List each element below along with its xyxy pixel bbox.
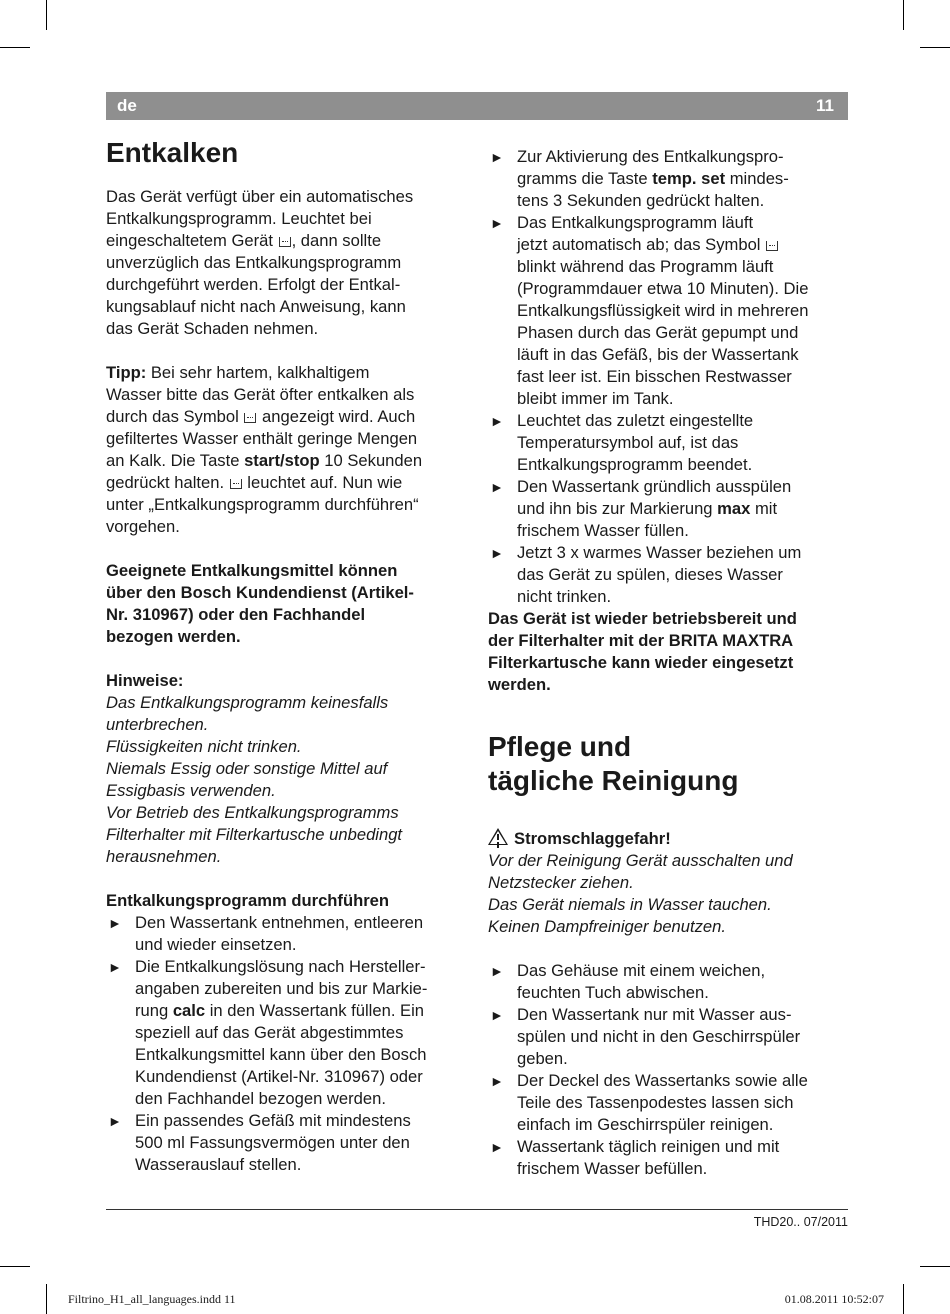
text-line: (Programmdauer etwa 10 Minuten). Die [517, 279, 809, 298]
title-line: Pflege und [488, 731, 632, 762]
text-line: Entkalkungsflüssigkeit wird in mehreren [517, 301, 809, 320]
text-line: Wassertank täglich reinigen und mit [517, 1137, 780, 1156]
bullet-arrow-icon: ► [490, 479, 504, 495]
text-line: frischem Wasser füllen. [517, 521, 689, 540]
care-item [488, 960, 853, 1004]
text-line [106, 450, 471, 472]
crop-mark [46, 1284, 47, 1314]
bullet-arrow-icon: ► [108, 959, 122, 975]
crop-mark [0, 47, 30, 48]
left-column [106, 132, 471, 1176]
text-span: jetzt automatisch ab; das Symbol [517, 235, 766, 254]
text-line [106, 472, 471, 494]
bullet-arrow-icon: ► [490, 413, 504, 429]
text-line: kungsablauf nicht nach Anweisung, kann [106, 297, 406, 316]
warning-label: Stromschlaggefahr! [514, 829, 671, 848]
text-line: Zur Aktivierung des Entkalkungspro- [517, 147, 784, 166]
step-item [106, 956, 471, 1110]
text-line: das Gerät zu spülen, dieses Wasser [517, 565, 783, 584]
text-line: Entkalkungsmittel kann über den Bosch [135, 1045, 427, 1064]
text-line: tens 3 Sekunden gedrückt halten. [517, 191, 765, 210]
text-line: speziell auf das Gerät abgestimmtes [135, 1023, 404, 1042]
note-line: Niemals Essig oder sonstige Mittel auf [106, 759, 388, 778]
header-bar [106, 92, 848, 120]
marking-calc: calc [172, 1001, 206, 1020]
text-line: über den Bosch Kundendienst (Artikel- [106, 583, 414, 602]
crop-mark [0, 1266, 30, 1267]
text-line [517, 498, 853, 520]
crop-mark [903, 0, 904, 30]
care-item [488, 1136, 853, 1180]
care-item [488, 1070, 853, 1136]
text-line [517, 168, 853, 190]
text-line: den Fachhandel bezogen werden. [135, 1089, 386, 1108]
step-item [106, 1110, 471, 1176]
text-line: der Filterhalter mit der BRITA MAXTRA [488, 631, 794, 650]
descale-symbol-icon [766, 241, 778, 251]
text-line [106, 362, 471, 384]
text-line: Kundendienst (Artikel-Nr. 310967) oder [135, 1067, 423, 1086]
text-line: Teile des Tassenpodestes lassen sich [517, 1093, 794, 1112]
key-temp-set: temp. set [652, 169, 726, 188]
text-line: gefiltertes Wasser enthält geringe Mengen [106, 429, 418, 448]
bullet-arrow-icon: ► [490, 1073, 504, 1089]
notes-heading: Hinweise: [106, 671, 184, 690]
note-line: Vor Betrieb des Entkalkungsprogramms [106, 803, 399, 822]
text-line: Nr. 310967) oder den Fachhandel [106, 605, 366, 624]
text-line: Der Deckel des Wassertanks sowie alle [517, 1071, 808, 1090]
warning-block [488, 828, 853, 938]
footer-code: THD20.. 07/2011 [753, 1215, 848, 1229]
text-line [135, 1000, 471, 1022]
text-span: durch das Symbol [106, 407, 244, 426]
warning-line: Vor der Reinigung Gerät ausschalten und [488, 851, 793, 870]
text-line: Phasen durch das Gerät gepumpt und [517, 323, 799, 342]
text-line [106, 230, 471, 252]
procedure-block [106, 890, 471, 1176]
crop-mark [920, 47, 950, 48]
section-title-entkalken: Entkalken [106, 137, 239, 168]
bullet-arrow-icon: ► [108, 915, 122, 931]
step-item [488, 542, 853, 608]
text-line: Geeignete Entkalkungsmittel können [106, 561, 398, 580]
text-line: Filterkartusche kann wieder eingesetzt [488, 653, 794, 672]
page-number: 11 [816, 96, 834, 115]
tip-paragraph [106, 362, 471, 538]
procedure-heading: Entkalkungsprogramm durchführen [106, 891, 390, 910]
bullet-arrow-icon: ► [490, 215, 504, 231]
text-line: einfach im Geschirrspüler reinigen. [517, 1115, 774, 1134]
text-line: Das Gerät ist wieder betriebsbereit und [488, 609, 797, 628]
step-item [106, 912, 471, 956]
crop-mark [903, 1284, 904, 1314]
note-line: Das Entkalkungsprogramm keinesfalls [106, 693, 389, 712]
text-line: werden. [488, 675, 551, 694]
text-span: angezeigt wird. Auch [257, 407, 416, 426]
text-line: Entkalkungsprogramm beendet. [517, 455, 753, 474]
text-line: feuchten Tuch abwischen. [517, 983, 709, 1002]
text-line: Das Gehäuse mit einem weichen, [517, 961, 766, 980]
text-span: mit [750, 499, 778, 518]
text-line: Den Wassertank nur mit Wasser aus- [517, 1005, 792, 1024]
text-span: mindes- [725, 169, 789, 188]
note-line: herausnehmen. [106, 847, 222, 866]
descale-symbol-icon [230, 479, 242, 489]
text-line: Temperatursymbol auf, ist das [517, 433, 739, 452]
text-line: bezogen werden. [106, 627, 241, 646]
text-span: an Kalk. Die Taste [106, 451, 245, 470]
care-item [488, 1004, 853, 1070]
print-slug-file: Filtrino_H1_all_languages.indd 11 [68, 1292, 236, 1306]
notes-block [106, 670, 471, 868]
text-line: unter „Entkalkungsprogramm durchführen“ [106, 495, 419, 514]
step-item [488, 476, 853, 542]
text-line: Jetzt 3 x warmes Wasser beziehen um [517, 543, 802, 562]
text-line: angaben zubereiten und bis zur Markie- [135, 979, 428, 998]
text-line: und wieder einsetzen. [135, 935, 297, 954]
note-line: Flüssigkeiten nicht trinken. [106, 737, 302, 756]
text-line: fast leer ist. Ein bisschen Restwasser [517, 367, 792, 386]
suitable-agents-paragraph [106, 560, 471, 648]
text-line: unverzüglich das Entkalkungsprogramm [106, 253, 402, 272]
text-line: vorgehen. [106, 517, 180, 536]
warning-line: Das Gerät niemals in Wasser tauchen. [488, 895, 772, 914]
note-line: Essigbasis verwenden. [106, 781, 276, 800]
tip-label: Tipp: [106, 363, 147, 382]
step-item [488, 212, 853, 410]
descale-symbol-icon [244, 413, 256, 423]
descale-symbol-icon [279, 237, 291, 247]
bullet-arrow-icon: ► [490, 545, 504, 561]
step-item [488, 410, 853, 476]
text-line: 500 ml Fassungsvermögen unter den [135, 1133, 410, 1152]
warning-triangle-icon [488, 828, 508, 845]
bullet-arrow-icon: ► [108, 1113, 122, 1129]
note-line: Filterhalter mit Filterkartusche unbedingt [106, 825, 403, 844]
bullet-arrow-icon: ► [490, 1139, 504, 1155]
text-line [106, 406, 471, 428]
text-span: gedrückt halten. [106, 473, 229, 492]
section-title-pflege [488, 730, 853, 798]
text-line: Den Wassertank entnehmen, entleeren [135, 913, 424, 932]
text-line: das Gerät Schaden nehmen. [106, 319, 319, 338]
text-span: leuchtet auf. Nun wie [242, 473, 403, 492]
bullet-arrow-icon: ► [490, 1007, 504, 1023]
warning-line: Netzstecker ziehen. [488, 873, 634, 892]
intro-paragraph [106, 186, 471, 340]
right-column [488, 146, 853, 1180]
text-line: Den Wassertank gründlich ausspülen [517, 477, 792, 496]
text-line: Die Entkalkungslösung nach Hersteller- [135, 957, 426, 976]
text-line: frischem Wasser befüllen. [517, 1159, 708, 1178]
ready-paragraph [488, 608, 853, 696]
text-span: eingeschaltetem Gerät [106, 231, 278, 250]
text-line: durchgeführt werden. Erfolgt der Entkal- [106, 275, 401, 294]
text-line: Das Gerät verfügt über ein automatisches [106, 187, 414, 206]
text-line: Wasser bitte das Gerät öfter entkalken als [106, 385, 415, 404]
text-span: rung [135, 1001, 173, 1020]
text-span: und ihn bis zur Markierung [517, 499, 718, 518]
text-line: Das Entkalkungsprogramm läuft [517, 213, 754, 232]
text-line: läuft in das Gefäß, bis der Wassertank [517, 345, 799, 364]
language-code: de [117, 96, 137, 115]
step-item [488, 146, 853, 212]
text-line: spülen und nicht in den Geschirrspüler [517, 1027, 801, 1046]
text-span: in den Wassertank füllen. Ein [205, 1001, 425, 1020]
text-line: nicht trinken. [517, 587, 612, 606]
title-line: tägliche Reinigung [488, 765, 739, 796]
text-line: geben. [517, 1049, 568, 1068]
text-line: Ein passendes Gefäß mit mindestens [135, 1111, 411, 1130]
crop-mark [920, 1266, 950, 1267]
text-line: Wasserauslauf stellen. [135, 1155, 302, 1174]
text-line: blinkt während das Programm läuft [517, 257, 774, 276]
crop-mark [46, 0, 47, 30]
marking-max: max [717, 499, 751, 518]
print-slug-date: 01.08.2011 10:52:07 [784, 1292, 884, 1306]
bullet-arrow-icon: ► [490, 963, 504, 979]
note-line: unterbrechen. [106, 715, 209, 734]
text-span: Bei sehr hartem, kalkhaltigem [146, 363, 370, 382]
bullet-arrow-icon: ► [490, 149, 504, 165]
text-span: , dann sollte [291, 231, 382, 250]
warning-heading [488, 828, 853, 850]
text-span: gramms die Taste [517, 169, 653, 188]
key-start-stop: start/stop [244, 451, 320, 470]
text-span: 10 Sekunden [319, 451, 423, 470]
text-line: Leuchtet das zuletzt eingestellte [517, 411, 754, 430]
text-line: bleibt immer im Tank. [517, 389, 674, 408]
warning-line: Keinen Dampfreiniger benutzen. [488, 917, 726, 936]
text-line: Entkalkungsprogramm. Leuchtet bei [106, 209, 372, 228]
footer-rule [106, 1209, 848, 1210]
text-line [517, 234, 853, 256]
